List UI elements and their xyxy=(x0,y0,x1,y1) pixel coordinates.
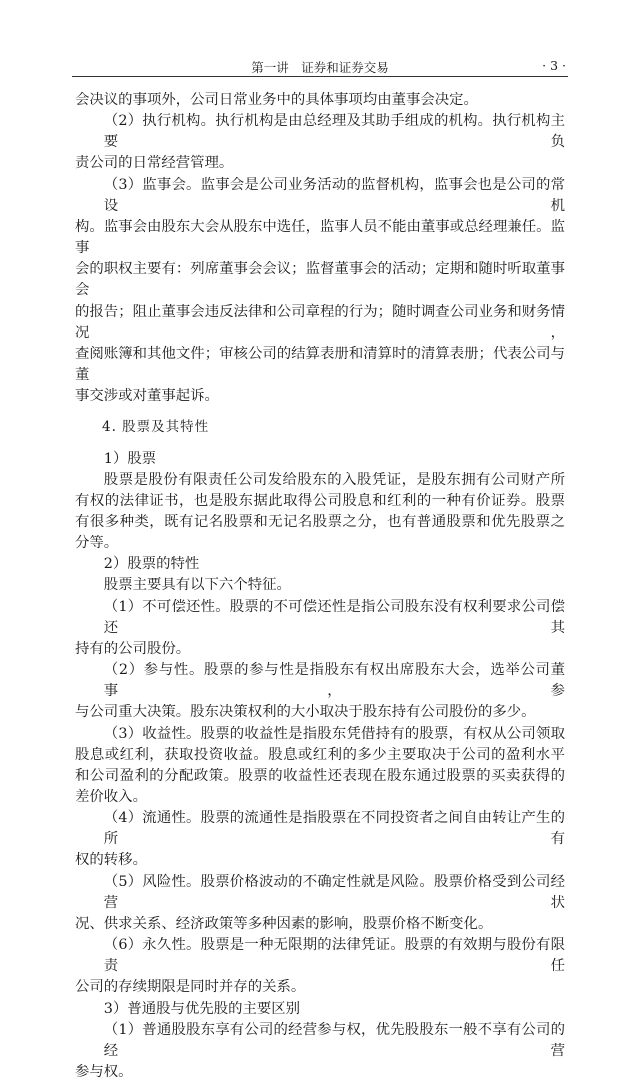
text-line: 3）普通股与优先股的主要区别 xyxy=(103,1000,301,1017)
text-line: （5）风险性。股票价格波动的不确定性就是风险。股票价格受到公司经营状 xyxy=(103,873,565,911)
page-body xyxy=(75,90,565,1083)
text-line: 股票是股份有限责任公司发给股东的入股凭证，是股东拥有公司财产所 xyxy=(103,471,565,488)
text-line: 会的职权主要有：列席董事会会议；监督董事会的活动；定期和随时听取董事会 xyxy=(75,261,565,299)
text-line: 差价收入。 xyxy=(75,789,147,805)
text-line: （2）执行机构。执行机构是由总经理及其助手组成的机构。执行机构主要负 xyxy=(103,113,565,151)
text-line: 有很多种类，既有记名股票和无记名股票之分，也有普通股票和优先股票之 xyxy=(75,513,565,530)
paragraph xyxy=(75,575,565,596)
text-line: 与公司重大决策。股东决策权利的大小取决于股东持有公司股份的多少。 xyxy=(75,704,536,721)
paragraph xyxy=(75,554,565,575)
running-header xyxy=(72,56,568,77)
paragraph xyxy=(75,724,565,809)
paragraph xyxy=(75,872,565,935)
paragraph xyxy=(75,175,565,408)
paragraph xyxy=(75,808,565,871)
text-line: （2）参与性。股票的参与性是指股东有权出席股东大会，选举公司董事，参 xyxy=(103,662,565,700)
text-line: 1）股票 xyxy=(103,450,157,467)
text-line: 的报告；阻止董事会违反法律和公司章程的行为；随时调查公司业务和财务情况， xyxy=(75,303,565,341)
text-line: 事交涉或对董事起诉。 xyxy=(75,388,219,405)
paragraph xyxy=(75,999,565,1020)
text-line: 权的转移。 xyxy=(75,852,147,869)
text-line: 4. 股票及其特性 xyxy=(102,419,210,436)
text-line: 况、供求关系、经济政策等多种因素的影响，股票价格不断变化。 xyxy=(75,915,493,932)
page-number: · 3 · xyxy=(542,58,566,73)
text-line: （1）不可偿还性。股票的不可偿还性是指公司股东没有权利要求公司偿还其 xyxy=(103,598,565,636)
text-line: 2）股票的特性 xyxy=(103,556,200,573)
text-line: 参与权。 xyxy=(75,1064,133,1081)
paragraph xyxy=(75,935,565,998)
section-heading xyxy=(75,417,565,438)
paragraph xyxy=(75,111,565,174)
text-line: 公司的存续期限是同时并存的关系。 xyxy=(75,979,306,996)
paragraph xyxy=(75,90,565,111)
text-line: 有权的法律证书，也是股东据此取得公司股息和红利的一种有价证券。股票 xyxy=(75,492,565,509)
text-line: 股票主要具有以下六个特征。 xyxy=(103,577,291,594)
text-line: （3）收益性。股票的收益性是指股东凭借持有的股票，有权从公司领取 xyxy=(103,725,565,742)
text-line: 查阅账簿和其他文件；审核公司的结算表册和清算时的清算表册；代表公司与董 xyxy=(75,345,565,384)
text-line: （6）永久性。股票是一种无限期的法律凭证。股票的有效期与股份有限责任 xyxy=(103,937,565,975)
paragraph xyxy=(75,597,565,660)
text-line: 和公司盈利的分配政策。股票的收益性还表现在股东通过股票的买卖获得的 xyxy=(75,767,565,784)
text-line: 持有的公司股份。 xyxy=(75,640,191,657)
text-line: （3）监事会。监事会是公司业务活动的监督机构，监事会也是公司的常设机 xyxy=(103,176,565,214)
text-line: （4）流通性。股票的流通性是指股票在不同投资者之间自由转让产生的所有 xyxy=(103,810,565,848)
text-line: 会决议的事项外，公司日常业务中的具体事项均由董事会决定。 xyxy=(75,92,478,108)
paragraph xyxy=(75,1020,565,1083)
text-line: 构。监事会由股东大会从股东中选任，监事人员不能由董事或总经理兼任。监事 xyxy=(75,218,565,257)
paragraph xyxy=(75,660,565,723)
chapter-title: 第一讲 证券和证券交易 xyxy=(251,60,389,75)
text-line: 责公司的日常经营管理。 xyxy=(75,155,234,172)
text-line: 股息或红利，获取投资收益。股息或红利的多少主要取决于公司的盈利水平 xyxy=(75,746,565,763)
paragraph xyxy=(75,449,565,470)
text-line: （1）普通股股东享有公司的经营参与权，优先股股东一般不享有公司的经营 xyxy=(103,1021,565,1059)
paragraph xyxy=(75,470,565,555)
text-line: 分等。 xyxy=(75,535,119,552)
